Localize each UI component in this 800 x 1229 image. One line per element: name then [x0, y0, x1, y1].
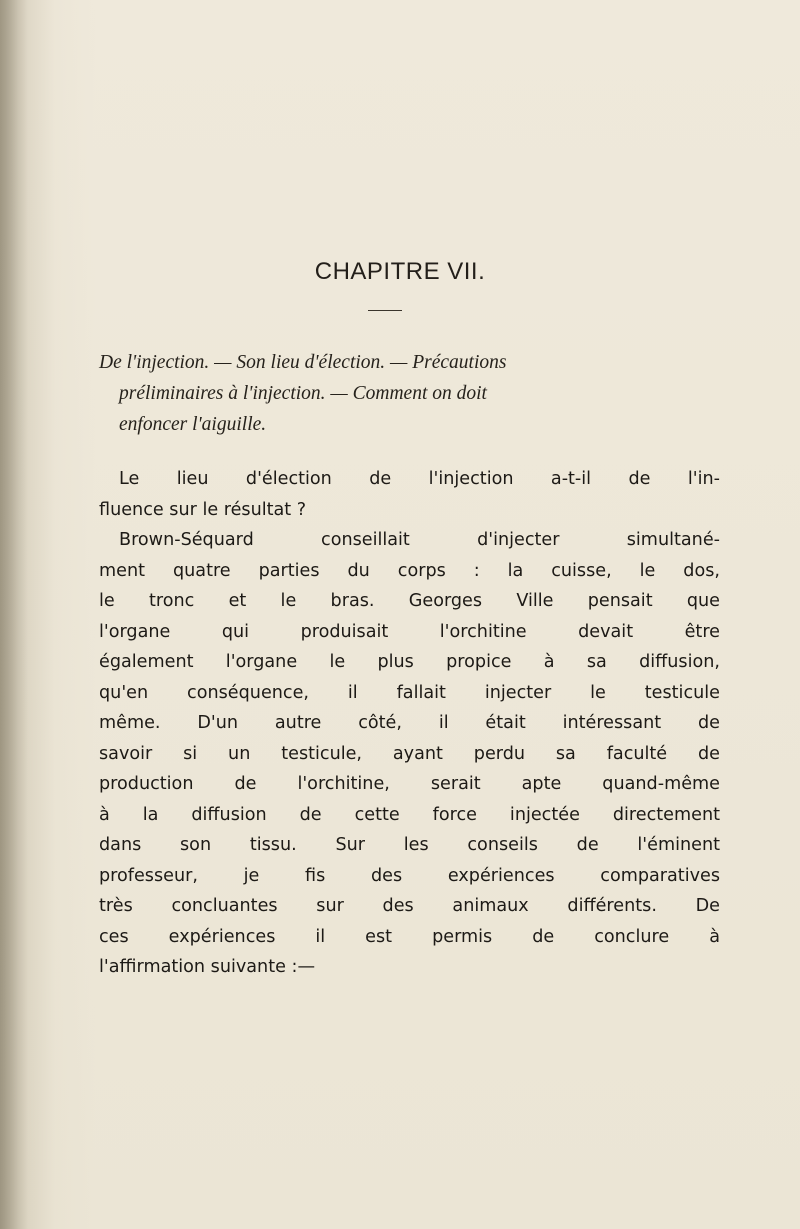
summary-line: De l'injection. — Son lieu d'élection. — Précautions	[99, 352, 507, 373]
body-text	[99, 464, 720, 983]
summary-line: préliminaires à l'injection. — Comment on doit	[119, 383, 487, 404]
paragraph-line: production de l'orchitine, serait apte quand-même	[99, 774, 720, 794]
paragraph-line: le tronc et le bras. Georges Ville pensait que	[99, 591, 720, 611]
paragraph-line: savoir si un testicule, ayant perdu sa faculté de	[99, 743, 720, 764]
paragraph-line: l'affirmation suivante :—	[99, 957, 316, 977]
paragraph-line: également l'organe le plus propice à sa diffusion,	[99, 652, 720, 672]
chapter-title: CHAPITRE VII.	[314, 258, 486, 285]
paragraph-line: qu'en conséquence, il fallait injecter le testicule	[99, 682, 720, 703]
chapter-summary	[99, 347, 719, 440]
paragraph-line: Brown-Séquard conseillait d'injecter simultané-	[119, 530, 720, 550]
paragraph-line: dans son tissu. Sur les conseils de l'éminent	[99, 835, 720, 855]
paragraph-line: Le lieu d'élection de l'injection a-t-il de l'in-	[119, 469, 720, 489]
paragraph-line: l'organe qui produisait l'orchitine devait être	[99, 621, 720, 642]
section-rule	[368, 310, 402, 311]
paragraph-line: très concluantes sur des animaux différents. De	[99, 896, 720, 916]
paragraph-line: professeur, je fis des expériences comparatives	[99, 865, 720, 886]
paragraph-line: à la diffusion de cette force injectée directement	[99, 804, 720, 825]
paragraph-line: même. D'un autre côté, il était intéressant de	[99, 713, 720, 733]
paragraph-line: ment quatre parties du corps : la cuisse, le dos,	[99, 560, 720, 581]
summary-line: enfoncer l'aiguille.	[119, 414, 267, 435]
binding-shadow	[0, 0, 28, 1229]
paragraph-line: fluence sur le résultat ?	[99, 499, 307, 520]
paragraph-line: ces expériences il est permis de conclure à	[99, 926, 720, 947]
